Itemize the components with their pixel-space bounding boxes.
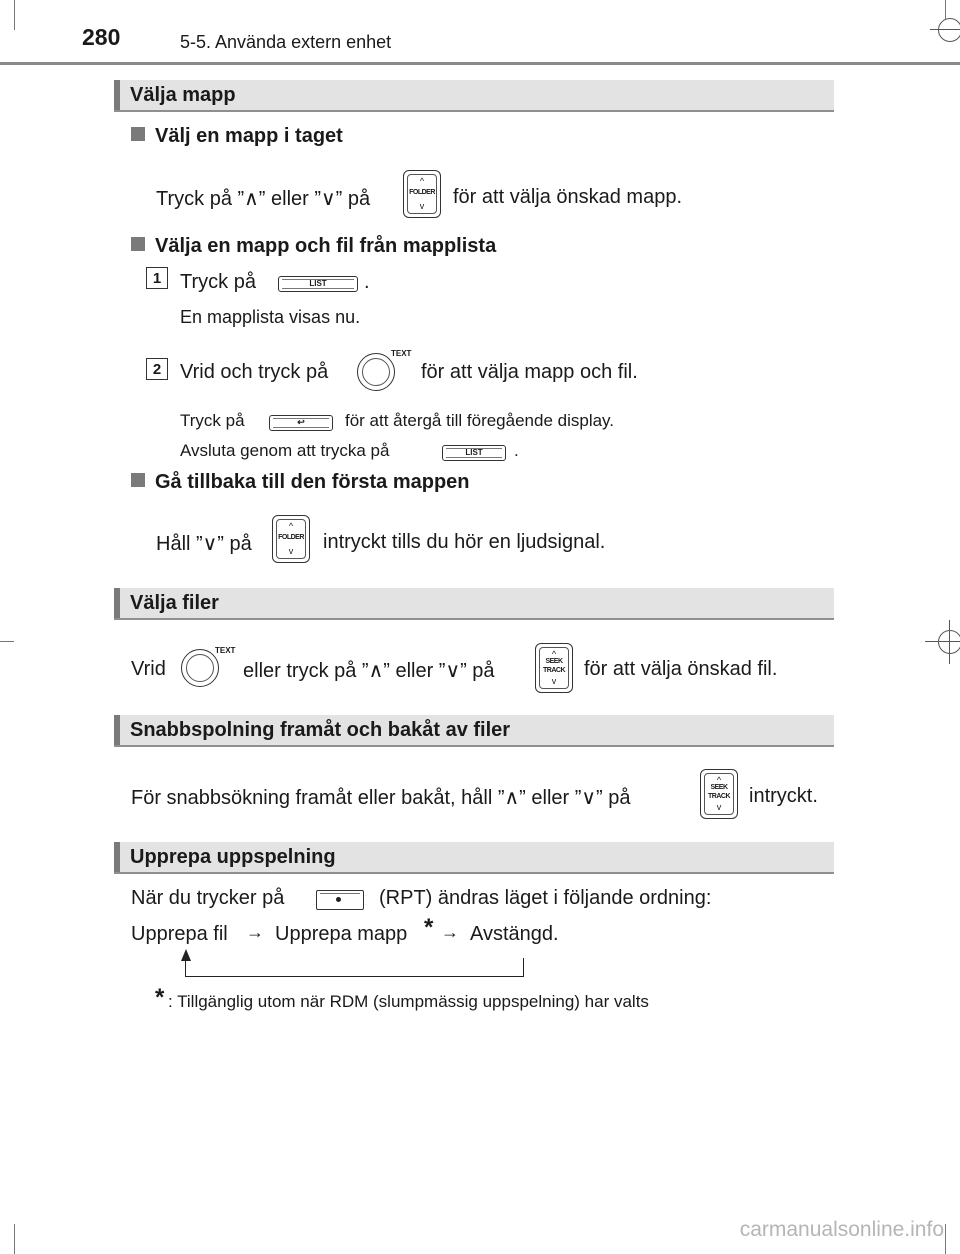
arrow-right-icon: →: [246, 922, 264, 942]
step-text: .: [364, 271, 370, 293]
instruction-text: När du trycker på: [131, 887, 285, 909]
instruction-text: eller tryck på ”∧” eller ”∨” på: [243, 660, 495, 682]
watermark: carmanualsonline.info: [739, 1218, 944, 1241]
folder-button-icon: ^ FOLDER v: [403, 170, 441, 218]
subheading-first-folder: Gå tillbaka till den första mappen: [131, 471, 470, 494]
seek-track-button-icon: ^ SEEK TRACK v: [535, 643, 573, 693]
crop-mark: [945, 0, 946, 20]
step-note: En mapplista visas nu.: [180, 307, 361, 327]
footnote-star: *: [155, 984, 165, 1011]
note-text: .: [514, 441, 519, 460]
text-knob-icon: [181, 649, 219, 687]
folder-button-icon: ^ FOLDER v: [272, 515, 310, 563]
note-text: för att återgå till föregående display.: [345, 411, 615, 430]
step-text: Vrid och tryck på: [180, 361, 329, 383]
square-bullet-icon: [131, 127, 145, 141]
section-header-repeat: [114, 842, 834, 874]
section-header-fast-forward: [114, 715, 834, 747]
instruction-text: Tryck på ”∧” eller ”∨” på: [156, 188, 371, 210]
instruction-text: Vrid: [131, 658, 166, 680]
list-button-icon: LIST: [442, 445, 506, 461]
subheading-folder-list: Välja en mapp och fil från mapplista: [131, 235, 496, 258]
subheading-one-folder: Välj en mapp i taget: [131, 125, 343, 148]
loop-back-line: [185, 958, 524, 977]
instruction-text: intryckt.: [749, 785, 818, 807]
sequence-item: Upprepa mapp: [275, 923, 408, 945]
seek-track-button-icon: ^ SEEK TRACK v: [700, 769, 738, 819]
arrow-right-icon: →: [441, 922, 459, 942]
instruction-text: för att välja önskad fil.: [584, 658, 778, 680]
section-title: Upprepa uppspelning: [130, 846, 336, 868]
crop-mark: [930, 29, 960, 30]
section-title: Välja mapp: [130, 84, 236, 106]
rpt-button-icon: [316, 890, 364, 910]
step-text: Tryck på: [180, 271, 256, 293]
note-text: Tryck på: [180, 411, 245, 430]
arrow-up-icon: [181, 949, 191, 961]
registration-mark-icon: [938, 18, 960, 42]
step-text: för att välja mapp och fil.: [421, 361, 638, 383]
section-header-select-folder: [114, 80, 834, 112]
knob-label: TEXT: [391, 349, 412, 358]
sequence-item: Upprepa fil: [131, 923, 228, 945]
text-knob-icon: [357, 353, 395, 391]
note-text: Avsluta genom att trycka på: [180, 441, 390, 460]
list-button-icon: LIST: [278, 276, 358, 292]
instruction-text: (RPT) ändras läget i följande ordning:: [379, 887, 712, 909]
header-rule: [0, 62, 960, 65]
footnote-star: *: [424, 914, 434, 941]
step-number: 1: [146, 267, 168, 289]
crop-mark: [949, 620, 950, 664]
section-title: Välja filer: [130, 592, 219, 614]
section-title: Snabbspolning framåt och bakåt av filer: [130, 719, 511, 741]
page-number: 280: [82, 24, 121, 50]
back-button-icon: ↩: [269, 415, 333, 431]
sequence-item: Avstängd.: [470, 923, 559, 945]
instruction-text: intryckt tills du hör en ljudsignal.: [323, 531, 606, 553]
crop-mark: [14, 0, 15, 30]
crop-mark: [945, 1224, 946, 1254]
footnote-text: : Tillgänglig utom när RDM (slumpmässig uppspelning) har valts: [168, 992, 649, 1011]
crop-mark: [0, 641, 14, 642]
section-header-select-files: [114, 588, 834, 620]
knob-label: TEXT: [215, 646, 236, 655]
instruction-text: För snabbsökning framåt eller bakåt, håll ”∧” eller ”∨” på: [131, 787, 631, 809]
crop-mark: [14, 1224, 15, 1254]
crop-mark: [925, 641, 960, 642]
instruction-text: för att välja önskad mapp.: [453, 186, 683, 208]
square-bullet-icon: [131, 237, 145, 251]
chapter-title: 5-5. Använda extern enhet: [180, 32, 392, 52]
step-number: 2: [146, 358, 168, 380]
square-bullet-icon: [131, 473, 145, 487]
instruction-text: Håll ”∨” på: [156, 533, 252, 555]
